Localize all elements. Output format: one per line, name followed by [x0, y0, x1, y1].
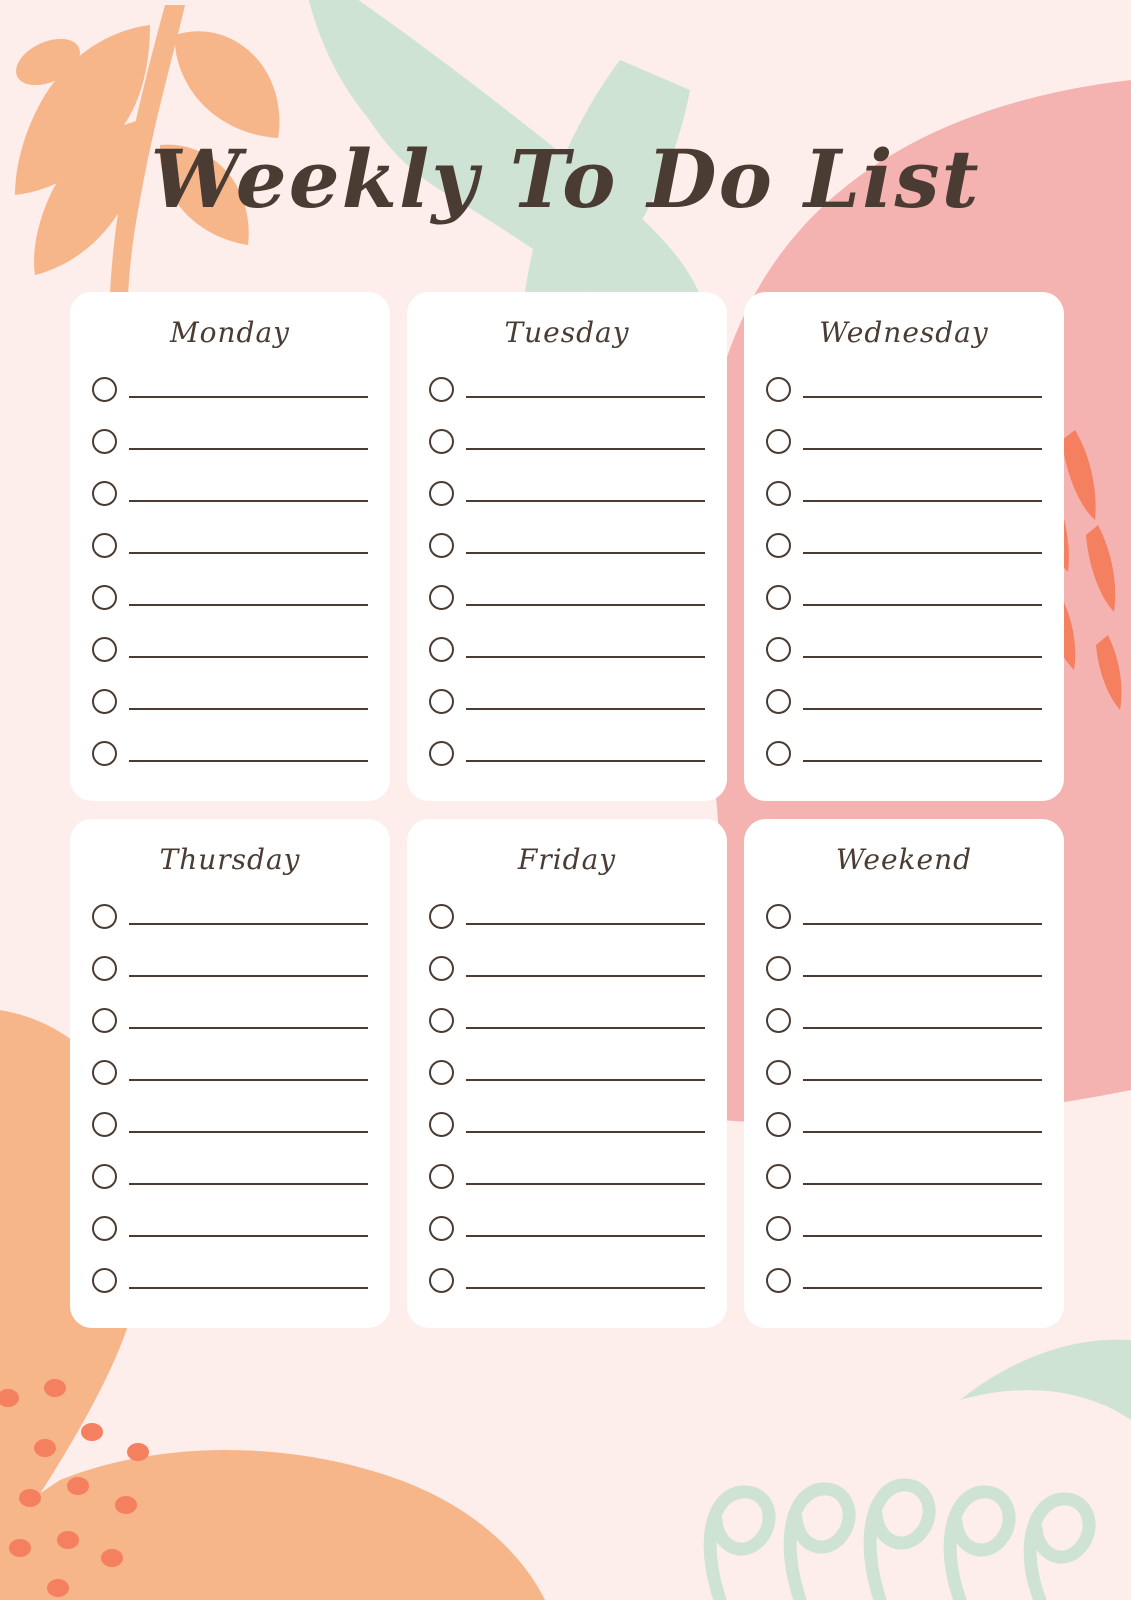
- write-line[interactable]: [803, 1287, 1042, 1289]
- write-line[interactable]: [129, 708, 368, 710]
- checklist-row[interactable]: [92, 727, 368, 779]
- write-line[interactable]: [129, 1235, 368, 1237]
- checkbox-circle-icon[interactable]: [766, 377, 791, 402]
- checklist-row[interactable]: [766, 1098, 1042, 1150]
- checkbox-circle-icon[interactable]: [429, 1268, 454, 1293]
- write-line[interactable]: [803, 656, 1042, 658]
- checklist-row[interactable]: [429, 1098, 705, 1150]
- checklist-row[interactable]: [766, 1046, 1042, 1098]
- checkbox-circle-icon[interactable]: [92, 956, 117, 981]
- write-line[interactable]: [466, 552, 705, 554]
- checklist-row[interactable]: [766, 942, 1042, 994]
- write-line[interactable]: [803, 1131, 1042, 1133]
- checkbox-circle-icon[interactable]: [766, 1268, 791, 1293]
- day-card-grid: [70, 292, 1065, 1328]
- checklist-row[interactable]: [429, 519, 705, 571]
- write-line[interactable]: [466, 760, 705, 762]
- day-card-title: Wednesday: [819, 316, 989, 349]
- write-line[interactable]: [803, 448, 1042, 450]
- write-line[interactable]: [466, 656, 705, 658]
- checklist-row[interactable]: [92, 1202, 368, 1254]
- checklist: [429, 363, 705, 779]
- checklist-row[interactable]: [92, 1150, 368, 1202]
- write-line[interactable]: [466, 923, 705, 925]
- checkbox-circle-icon[interactable]: [92, 1216, 117, 1241]
- checklist: [766, 890, 1042, 1306]
- checkbox-circle-icon[interactable]: [766, 1060, 791, 1085]
- checklist-row[interactable]: [429, 727, 705, 779]
- checkbox-circle-icon[interactable]: [92, 585, 117, 610]
- day-card-title: Weekend: [835, 843, 973, 876]
- checkbox-circle-icon[interactable]: [766, 1164, 791, 1189]
- write-line[interactable]: [466, 396, 705, 398]
- write-line[interactable]: [129, 760, 368, 762]
- checkbox-circle-icon[interactable]: [429, 689, 454, 714]
- write-line[interactable]: [803, 1079, 1042, 1081]
- checkbox-circle-icon[interactable]: [766, 533, 791, 558]
- write-line[interactable]: [803, 975, 1042, 977]
- write-line[interactable]: [803, 923, 1042, 925]
- checkbox-circle-icon[interactable]: [766, 637, 791, 662]
- checklist-row[interactable]: [92, 675, 368, 727]
- checkbox-circle-icon[interactable]: [429, 1164, 454, 1189]
- write-line[interactable]: [466, 1183, 705, 1185]
- write-line[interactable]: [129, 1287, 368, 1289]
- checklist-row[interactable]: [429, 467, 705, 519]
- checkbox-circle-icon[interactable]: [429, 481, 454, 506]
- write-line[interactable]: [129, 1079, 368, 1081]
- write-line[interactable]: [129, 656, 368, 658]
- write-line[interactable]: [803, 1183, 1042, 1185]
- write-line[interactable]: [803, 1027, 1042, 1029]
- checklist-row[interactable]: [766, 890, 1042, 942]
- checkbox-circle-icon[interactable]: [92, 429, 117, 454]
- checklist-row[interactable]: [429, 675, 705, 727]
- checklist-row[interactable]: [429, 1254, 705, 1306]
- write-line[interactable]: [466, 1027, 705, 1029]
- day-card-title: Friday: [517, 843, 617, 876]
- checklist-row[interactable]: [766, 519, 1042, 571]
- checklist-row[interactable]: [92, 623, 368, 675]
- checkbox-circle-icon[interactable]: [92, 1164, 117, 1189]
- write-line[interactable]: [129, 975, 368, 977]
- checklist-row[interactable]: [92, 363, 368, 415]
- write-line[interactable]: [129, 1131, 368, 1133]
- checklist-row[interactable]: [92, 467, 368, 519]
- checkbox-circle-icon[interactable]: [429, 1060, 454, 1085]
- checkbox-circle-icon[interactable]: [766, 741, 791, 766]
- day-card-title: Monday: [170, 316, 290, 349]
- checklist-row[interactable]: [92, 415, 368, 467]
- checkbox-circle-icon[interactable]: [92, 637, 117, 662]
- write-line[interactable]: [466, 604, 705, 606]
- checkbox-circle-icon[interactable]: [92, 377, 117, 402]
- write-line[interactable]: [129, 448, 368, 450]
- checkbox-circle-icon[interactable]: [766, 481, 791, 506]
- checkbox-circle-icon[interactable]: [429, 533, 454, 558]
- checkbox-circle-icon[interactable]: [766, 1112, 791, 1137]
- write-line[interactable]: [803, 396, 1042, 398]
- write-line[interactable]: [466, 1235, 705, 1237]
- checklist: [92, 890, 368, 1306]
- checkbox-circle-icon[interactable]: [429, 377, 454, 402]
- checklist-row[interactable]: [429, 890, 705, 942]
- checklist-row[interactable]: [429, 1046, 705, 1098]
- checklist-row[interactable]: [429, 363, 705, 415]
- checkbox-circle-icon[interactable]: [766, 1216, 791, 1241]
- checklist-row[interactable]: [92, 1098, 368, 1150]
- checklist-row[interactable]: [429, 1150, 705, 1202]
- day-card-title: Tuesday: [504, 316, 630, 349]
- day-card-friday: [407, 819, 727, 1328]
- checkbox-circle-icon[interactable]: [766, 904, 791, 929]
- checklist-row[interactable]: [766, 675, 1042, 727]
- checklist-row[interactable]: [429, 942, 705, 994]
- checkbox-circle-icon[interactable]: [429, 1008, 454, 1033]
- checkbox-circle-icon[interactable]: [429, 904, 454, 929]
- day-card-thursday: [70, 819, 390, 1328]
- page-title: Weekly To Do List: [150, 132, 981, 226]
- write-line[interactable]: [466, 448, 705, 450]
- checklist-row[interactable]: [766, 727, 1042, 779]
- write-line[interactable]: [129, 1027, 368, 1029]
- checklist: [766, 363, 1042, 779]
- checklist-row[interactable]: [92, 571, 368, 623]
- checkbox-circle-icon[interactable]: [429, 585, 454, 610]
- checkbox-circle-icon[interactable]: [429, 637, 454, 662]
- checklist-row[interactable]: [92, 890, 368, 942]
- write-line[interactable]: [803, 604, 1042, 606]
- day-card-tuesday: [407, 292, 727, 801]
- checklist-row[interactable]: [766, 1202, 1042, 1254]
- checklist-row[interactable]: [92, 942, 368, 994]
- checklist-row[interactable]: [766, 363, 1042, 415]
- checkbox-circle-icon[interactable]: [766, 429, 791, 454]
- write-line[interactable]: [466, 975, 705, 977]
- write-line[interactable]: [803, 1235, 1042, 1237]
- checklist-row[interactable]: [429, 571, 705, 623]
- write-line[interactable]: [129, 552, 368, 554]
- write-line[interactable]: [803, 552, 1042, 554]
- checklist: [429, 890, 705, 1306]
- checklist-row[interactable]: [766, 623, 1042, 675]
- checkbox-circle-icon[interactable]: [92, 533, 117, 558]
- write-line[interactable]: [803, 500, 1042, 502]
- checkbox-circle-icon[interactable]: [766, 585, 791, 610]
- checkbox-circle-icon[interactable]: [92, 741, 117, 766]
- checkbox-circle-icon[interactable]: [429, 429, 454, 454]
- checklist-row[interactable]: [92, 1254, 368, 1306]
- write-line[interactable]: [129, 923, 368, 925]
- checkbox-circle-icon[interactable]: [429, 741, 454, 766]
- write-line[interactable]: [466, 1287, 705, 1289]
- checklist-row[interactable]: [92, 519, 368, 571]
- checklist-row[interactable]: [766, 467, 1042, 519]
- write-line[interactable]: [129, 396, 368, 398]
- checkbox-circle-icon[interactable]: [92, 904, 117, 929]
- checklist-row[interactable]: [766, 994, 1042, 1046]
- checklist-row[interactable]: [429, 1202, 705, 1254]
- checklist-row[interactable]: [92, 1046, 368, 1098]
- write-line[interactable]: [466, 1131, 705, 1133]
- write-line[interactable]: [466, 708, 705, 710]
- day-card-wednesday: [744, 292, 1064, 801]
- checkbox-circle-icon[interactable]: [92, 1112, 117, 1137]
- checklist-row[interactable]: [92, 994, 368, 1046]
- write-line[interactable]: [466, 500, 705, 502]
- checkbox-circle-icon[interactable]: [766, 1008, 791, 1033]
- write-line[interactable]: [129, 604, 368, 606]
- checkbox-circle-icon[interactable]: [429, 1112, 454, 1137]
- checkbox-circle-icon[interactable]: [92, 481, 117, 506]
- checkbox-circle-icon[interactable]: [766, 689, 791, 714]
- checklist: [92, 363, 368, 779]
- day-card-title: Thursday: [159, 843, 301, 876]
- checkbox-circle-icon[interactable]: [92, 689, 117, 714]
- checklist-row[interactable]: [429, 415, 705, 467]
- checkbox-circle-icon[interactable]: [429, 1216, 454, 1241]
- checklist-row[interactable]: [766, 1254, 1042, 1306]
- write-line[interactable]: [129, 500, 368, 502]
- day-card-monday: [70, 292, 390, 801]
- write-line[interactable]: [466, 1079, 705, 1081]
- checkbox-circle-icon[interactable]: [429, 956, 454, 981]
- day-card-weekend: [744, 819, 1064, 1328]
- write-line[interactable]: [129, 1183, 368, 1185]
- checklist-row[interactable]: [766, 571, 1042, 623]
- checklist-row[interactable]: [429, 994, 705, 1046]
- checklist-row[interactable]: [766, 415, 1042, 467]
- checklist-row[interactable]: [429, 623, 705, 675]
- checkbox-circle-icon[interactable]: [92, 1268, 117, 1293]
- checkbox-circle-icon[interactable]: [92, 1060, 117, 1085]
- checkbox-circle-icon[interactable]: [766, 956, 791, 981]
- checklist-row[interactable]: [766, 1150, 1042, 1202]
- write-line[interactable]: [803, 760, 1042, 762]
- write-line[interactable]: [803, 708, 1042, 710]
- checkbox-circle-icon[interactable]: [92, 1008, 117, 1033]
